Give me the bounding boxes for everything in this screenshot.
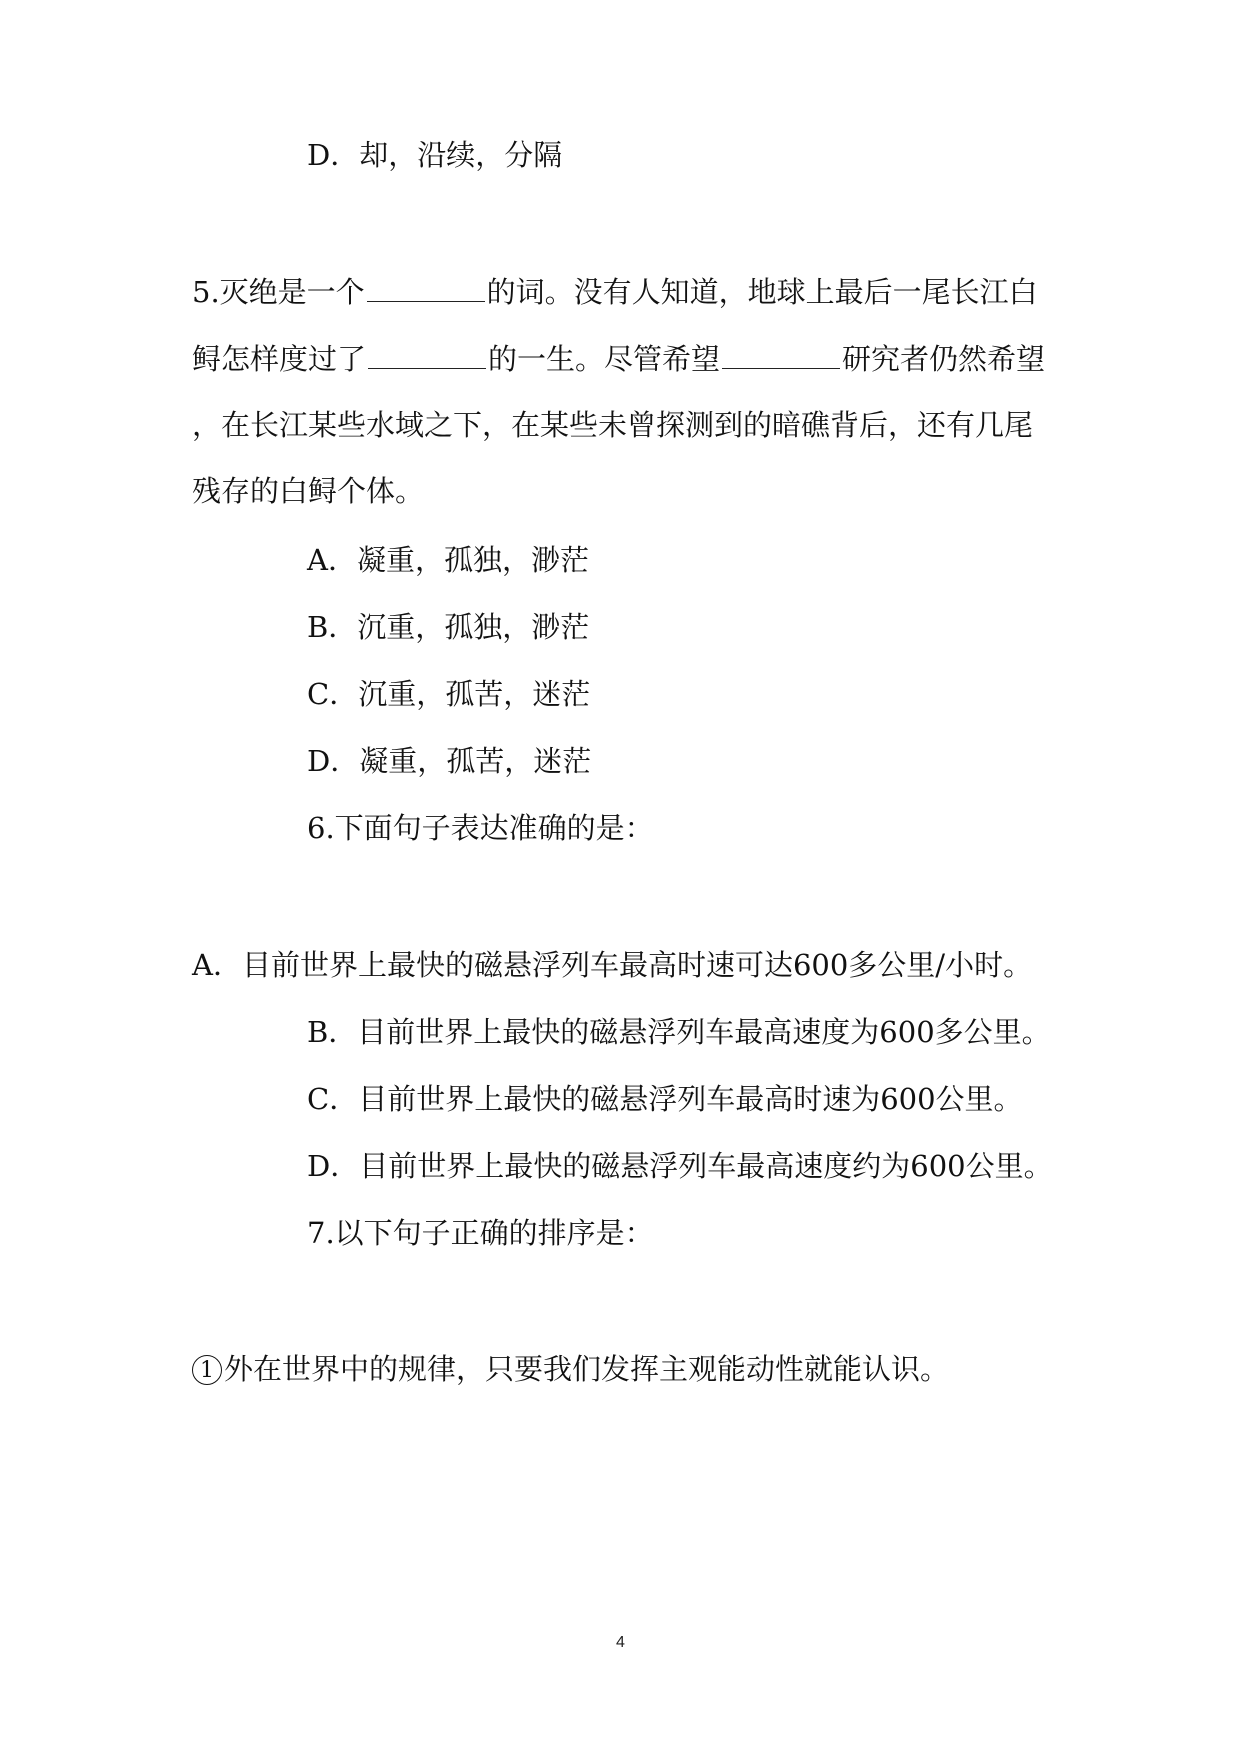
- q5-line-1-end: 的词。没有人知道，地球上最后一尾长江白: [486, 275, 1038, 309]
- q6-option-d: D．目前世界上最快的磁悬浮列车最高速度约为600公里。: [307, 1149, 1053, 1183]
- page-number: 4: [616, 1634, 625, 1651]
- q5-option-d: D．凝重，孤苦，迷茫: [307, 744, 592, 778]
- q5-line-2: [192, 339, 1045, 379]
- q6-option-a: A．目前世界上最快的磁悬浮列车最高时速可达600多公里/小时。: [192, 948, 1033, 982]
- q6-option-b: B．目前世界上最快的磁悬浮列车最高速度为600多公里。: [307, 1015, 1051, 1049]
- q5-line-3: ，在长江某些水域之下，在某些未曾探测到的暗礁背后，还有几尾: [192, 408, 1034, 442]
- q4-option-d: D．却，沿续，分隔: [307, 138, 563, 172]
- fill-in-blank: [367, 277, 485, 302]
- q6-stem: 6.下面句子表达准确的是：: [307, 811, 654, 845]
- fill-in-blank: [368, 344, 486, 369]
- q6-option-c: C．目前世界上最快的磁悬浮列车最高时速为600公里。: [307, 1082, 1023, 1116]
- q5-option-a: A．凝重，孤独，渺茫: [307, 543, 589, 577]
- circled-number-marker: 1: [192, 1355, 222, 1385]
- q5-line-4: 残存的白鲟个体。: [192, 474, 425, 508]
- q5-line-1: [192, 272, 1038, 312]
- q5-line-2-middle: 的一生。尽管希望: [488, 342, 721, 376]
- q5-line-1-start: 5.灭绝是一个: [192, 275, 365, 309]
- q7-sentence-1-text: 外在世界中的规律，只要我们发挥主观能动性就能认识。: [224, 1352, 950, 1386]
- q7-stem: 7.以下句子正确的排序是：: [307, 1216, 654, 1250]
- q7-sentence-1: [192, 1349, 949, 1389]
- q5-line-2-start: 鲟怎样度过了: [192, 342, 367, 376]
- q5-option-c: C．沉重，孤苦，迷茫: [307, 677, 591, 711]
- fill-in-blank: [722, 344, 840, 369]
- q5-line-2-end: 研究者仍然希望: [842, 342, 1046, 376]
- q5-option-b: B．沉重，孤独，渺茫: [307, 610, 590, 644]
